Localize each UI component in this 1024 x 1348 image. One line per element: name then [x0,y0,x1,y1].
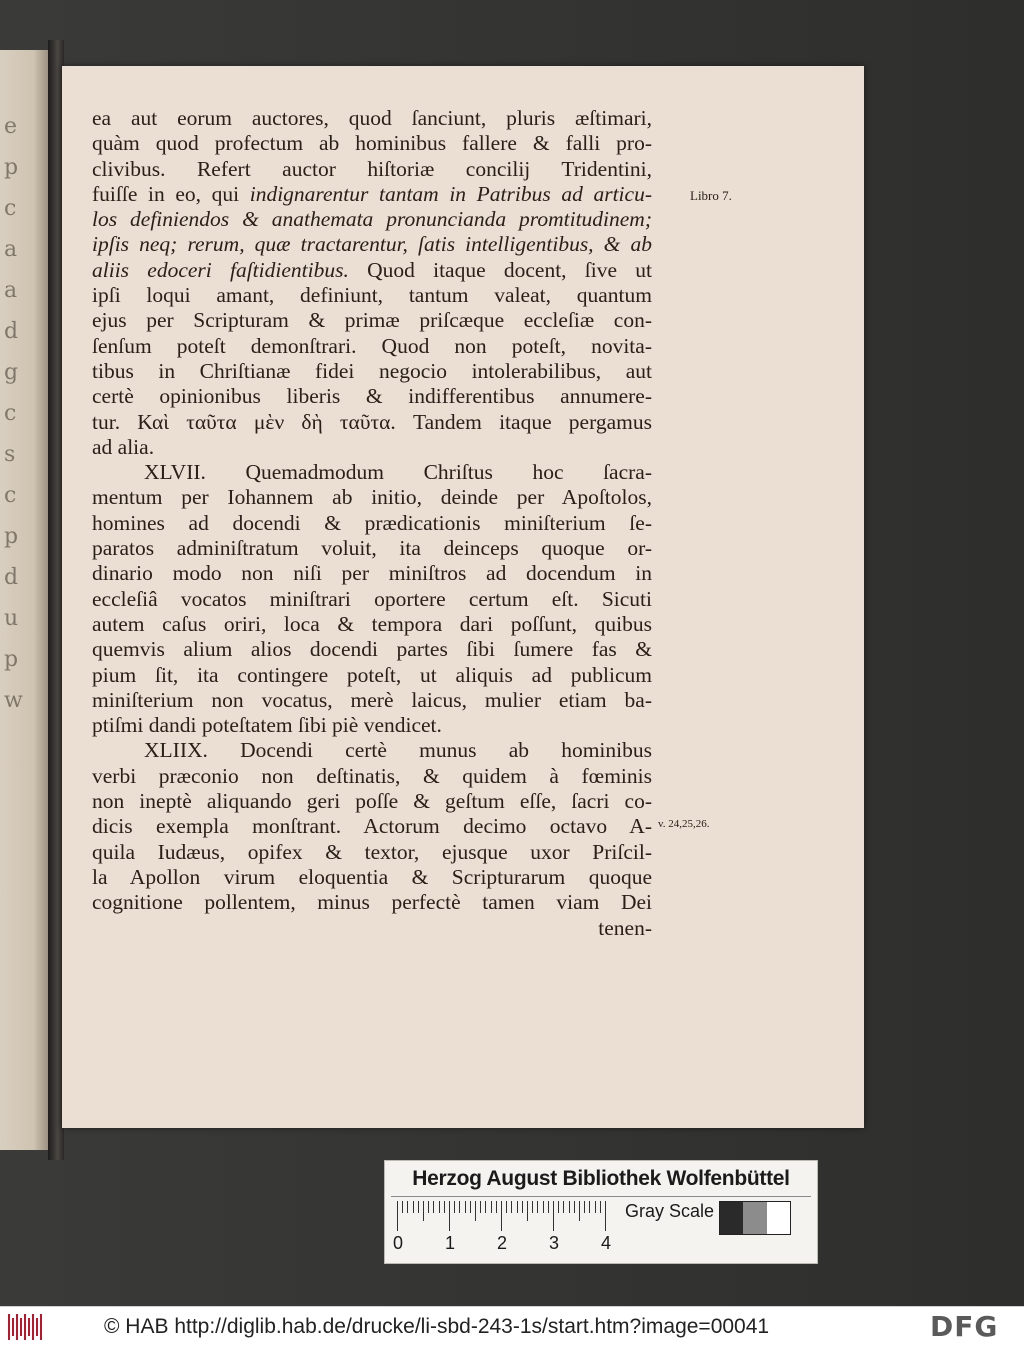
ruler-tick [569,1201,570,1213]
library-title: Herzog August Bibliothek Wolfenbüttel [412,1167,790,1190]
ruler-tick [511,1201,512,1213]
ruler-tick [491,1201,492,1213]
text-line: fuiſſe in eo, qui indignarentur tantam in Patribus ad articu- [92,181,652,206]
text-line: verbi præconio non deſtinatis, & quidem à fœminis [92,763,652,788]
ruler-tick [397,1201,398,1231]
ruler-tick [605,1201,606,1231]
ruler-tick [418,1201,419,1213]
previous-page-fragment: c [4,401,17,426]
ruler-tick [517,1201,518,1213]
footer-url[interactable]: © HAB http://diglib.hab.de/drucke/li-sbd-243-1s/start.htm?image=00041 [104,1315,770,1338]
ruler-tick [563,1201,564,1213]
ruler-tick [402,1201,403,1213]
ruler-tick [413,1201,414,1213]
ruler-tick [485,1201,486,1213]
previous-page-fragment: d [4,319,19,344]
gray-scale-label: Gray Scale [625,1201,715,1221]
text-line: ad alia. [92,434,155,459]
text-line: tenen- [598,915,652,940]
previous-page-fragment: e [4,114,18,139]
ruler-tick [470,1201,471,1213]
text-line: paratos adminiſtratum voluit, ita deinceps quoque or- [92,536,652,561]
hab-logo-icon [8,1314,46,1340]
text-line: ipſis neq; rerum, quæ tractarentur, ſatis intelligentibus, & ab [92,232,652,257]
previous-page-fragment: c [4,196,17,221]
ruler-tick [449,1201,450,1231]
ruler-tick [553,1201,554,1231]
ruler-tick [548,1201,549,1213]
ruler-tick [475,1201,476,1221]
text-line: homines ad docendi & prædicationis miniſterium ſe- [92,510,652,535]
text-line: certè opinionibus liberis & indifferentibus annumere- [92,384,652,409]
text-line: non ineptè aliquando geri poſſe & geſtum eſſe, ſacri co- [92,789,652,814]
ruler-tick [433,1201,434,1213]
ruler-tick [527,1201,528,1221]
previous-page-fragment: s [4,442,16,467]
ruler [397,1201,609,1231]
previous-page-fragment: a [4,237,18,262]
ruler-tick [454,1201,455,1213]
text-line: autem caſus oriri, loca & tempora dari poſſunt, quibus [92,611,652,636]
ruler-tick [423,1201,424,1221]
ruler-tick [600,1201,601,1213]
ruler-tick [407,1201,408,1213]
previous-page-fragment: w [4,688,23,713]
text-line: XLVII. Quemadmodum Chriſtus hoc ſacra- [144,460,652,485]
margin-note-libro: Libro 7. [690,188,732,203]
ruler-tick [439,1201,440,1213]
ruler-tick [595,1201,596,1213]
text-line: pium ſit, ita contingere poteſt, ut aliquis ad publicum [92,662,652,687]
ruler-tick [428,1201,429,1213]
ruler-number: 2 [497,1233,508,1253]
text-line: ipſi loqui amant, definiunt, tantum valeat, quantum [92,283,652,308]
ruler-tick [496,1201,497,1213]
ruler-tick [574,1201,575,1213]
text-line: dinario modo non niſi per miniſtros ad docendum in [92,561,652,586]
text-line: clivibus. Refert auctor hiſtoriæ concilij Tridentini, [92,156,652,181]
previous-page-fragment: p [4,155,19,180]
text-line: tur. Καὶ ταῦτα μὲν δὴ ταῦτα. Tandem itaque pergamus [92,409,652,434]
text-line: cognitione pollentem, minus perfectè tamen viam Dei [92,890,652,915]
ruler-tick [501,1201,502,1231]
text-line: mentum per Iohannem ab initio, deinde per Apoſtolos, [92,485,652,510]
ruler-tick [459,1201,460,1213]
ruler-number: 0 [393,1233,404,1253]
text-line: dicis exempla monſtrant. Actorum decimo octavo A- [92,814,652,839]
previous-page-fragment: a [4,278,18,303]
footer-bar [0,1306,1024,1348]
text-line: eccleſiâ vocatos miniſtrari oportere certum eſt. Sicuti [92,586,652,611]
margin-note-verses: v. 24,25,26. [658,818,710,830]
ruler-tick [480,1201,481,1213]
text-line: la Apollon virum eloquentia & Scripturarum quoque [92,864,652,889]
ruler-tick [522,1201,523,1213]
ruler-tick [558,1201,559,1213]
previous-page-fragment: g [4,360,19,385]
book-page [62,66,864,1128]
text-line: los definiendos & anathemata pronuncianda promtitudinem; [92,207,652,232]
gray-patch [743,1202,766,1234]
text-line: tibus in Chriſtianæ fidei negocio intolerabilibus, aut [92,358,652,383]
text-line: quila Iudæus, opifex & textor, ejusque uxor Priſcil- [92,839,652,864]
ruler-number: 4 [601,1233,612,1253]
ruler-tick [444,1201,445,1213]
ruler-tick [579,1201,580,1221]
color-scale-card [384,1160,818,1264]
card-divider [391,1196,811,1197]
ruler-tick [506,1201,507,1213]
gray-scale-patches [719,1201,791,1235]
ruler-tick [532,1201,533,1213]
previous-page-fragment: p [4,524,19,549]
ruler-tick [589,1201,590,1213]
ruler-tick [584,1201,585,1213]
previous-page-fragment: u [4,606,19,631]
text-line: quàm quod profectum ab hominibus fallere & falli pro- [92,131,652,156]
gray-patch [720,1202,743,1234]
dfg-logo: DFG [930,1310,999,1343]
text-line: ejus per Scripturam & primæ priſcæque eccleſiæ con- [92,308,652,333]
text-line: ſenſum poteſt demonſtrari. Quod non poteſt, novita- [92,333,652,358]
previous-page-fragment: d [4,565,19,590]
ruler-number: 1 [445,1233,456,1253]
previous-page-fragment: p [4,647,19,672]
page-text [92,106,652,941]
ruler-number: 3 [549,1233,560,1253]
previous-page-fragment: c [4,483,17,508]
ruler-tick [537,1201,538,1213]
text-line: quemvis alium alios docendi partes ſibi ſumere fas & [92,637,652,662]
ruler-tick [465,1201,466,1213]
gray-patch [767,1202,790,1234]
text-line: ptiſmi dandi poteſtatem ſibi piè vendicet. [92,713,442,738]
text-line: miniſterium non vocatus, merè laicus, mulier etiam ba- [92,687,652,712]
ruler-tick [543,1201,544,1213]
previous-page-edge [0,50,48,1150]
text-line: aliis edoceri faſtidientibus. Quod itaque docent, ſive ut [92,257,652,282]
text-line: XLIIX. Docendi certè munus ab hominibus [144,738,652,763]
text-line: ea aut eorum auctores, quod ſanciunt, pluris æſtimari, [92,106,652,130]
